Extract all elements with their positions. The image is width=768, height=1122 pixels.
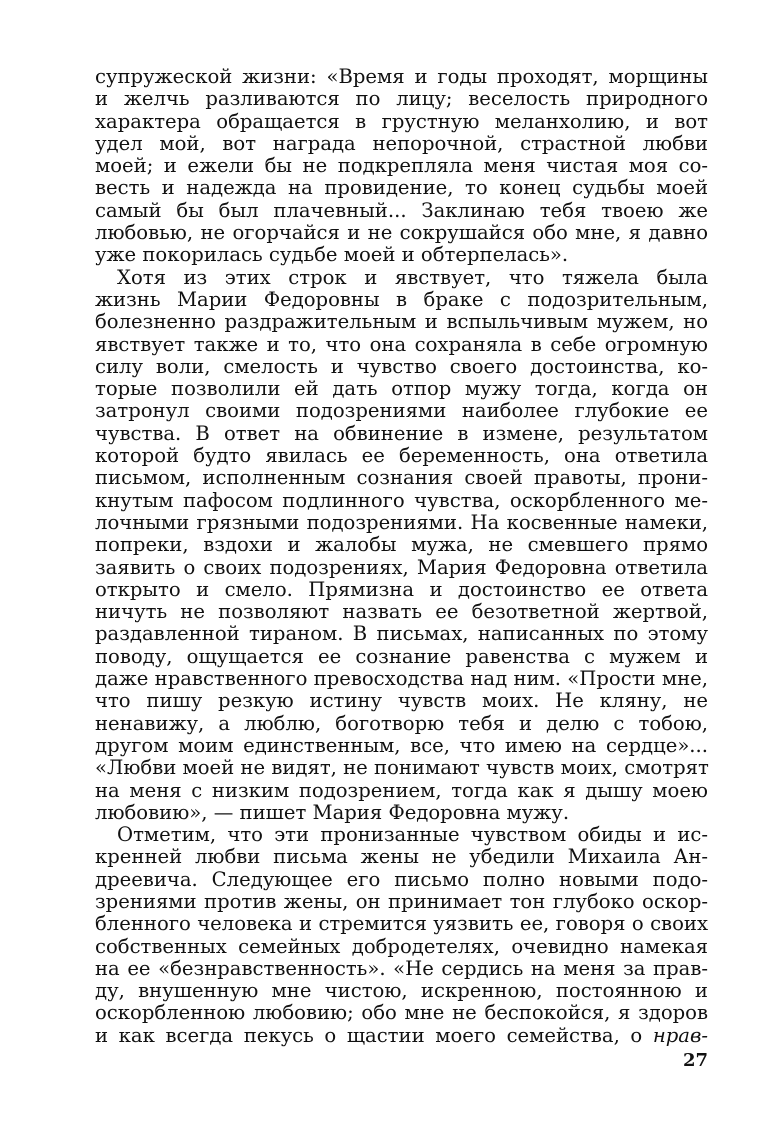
text-line: попреки, вздохи и жалобы мужа, не смевшего прямо [95,533,708,557]
text-line: лочными грязными подозрениями. На косвенные намеки, [95,510,708,534]
text-line: которой будто явилась ее беременность, она ответила [95,444,708,468]
text-line: бленного человека и стремится уязвить ее, говоря о своих [95,912,708,936]
text-line: поводу, ощущается ее сознание равенства с мужем и [95,644,708,668]
text-line: любовию», — пишет Мария Федоровна мужу. [95,800,570,824]
text-line: собственных семейных добродетелях, очевидно намекая [95,934,708,958]
text-line-final [95,1025,708,1047]
text-line: уже покорилась судьбе моей и обтерпелась». [95,243,569,267]
text-line: чувства. В ответ на обвинение в измене, результатом [95,421,708,445]
text-line: моей; и ежели бы не подкрепляла меня чистая моя со- [95,154,708,178]
text-line: на ее «безнравственность». «Не сердись на меня за прав- [95,956,708,980]
text-line: кнутым пафосом подлинного чувства, оскорбленного ме- [95,488,708,512]
text-line: торые позволили ей дать отпор мужу тогда, когда он [95,377,708,401]
text-line: удел мой, вот награда непорочной, страстной любви [95,131,708,155]
text-line: силу воли, смелость и чувство своего достоинства, ко- [95,354,708,378]
text-line: самый бы был плачевный... Заклинаю тебя твоею же [95,198,708,222]
text-line: заявить о своих подозрениях, Мария Федоровна ответила [95,555,708,579]
text-line: ненавижу, а люблю, боготворю тебя и делю с тобою, [95,711,708,735]
text-line: даже нравственного превосходства над ним. «Прости мне, [95,667,708,691]
text-line: письмом, исполненным сознания своей правоты, прони- [95,466,708,490]
text-line: жизнь Марии Федоровны в браке с подозрительным, [95,287,708,311]
text-line: на меня с низким подозрением, тогда как я дышу моею [95,778,708,802]
text-line: затронул своими подозрениями наиболее глубокие ее [95,399,708,423]
text-line: явствует также и то, что она сохраняла в себе огромную [95,332,708,356]
text-line: открыто и смело. Прямизна и достоинство ее ответа [95,577,708,601]
paragraph-1 [95,66,708,267]
page-number: 27 [682,1050,708,1071]
text-line: оскорбленною любовию; обо мне не беспокойся, я здоров [95,1001,708,1025]
text-line: болезненно раздражительным и вспыльчивым мужем, но [95,310,708,334]
text-line: весть и надежда на провидение, то конец судьбы моей [95,176,708,200]
text-line: другом моим единственным, все, что имею на сердце»... [95,733,708,757]
text-line: и желчь разливаются по лицу; веселость природного [95,87,708,111]
paragraph-3 [95,824,708,1047]
text-line: дреевича. Следующее его письмо полно новыми подо- [95,867,708,891]
text-line: Отметим, что эти пронизанные чувством обиды и ис- [117,823,708,847]
text-line: кренней любви письма жены не убедили Михаила Ан- [95,845,708,869]
text-line: любовью, не огорчайся и не сокрушайся обо мне, я давно [95,221,708,245]
text-line: раздавленной тираном. В письмах, написанных по этому [95,622,708,646]
text-line: что пишу резкую истину чувств моих. Не кляну, не [95,689,708,713]
text-line: «Любви моей не видят, не понимают чувств моих, смотрят [95,756,709,780]
text-line: ничуть не позволяют назвать ее безответной жертвой, [95,600,708,624]
book-page [95,66,708,1047]
italic-hyphenated-word: нрав- [652,1023,708,1047]
text-line: ду, внушенную мне чистою, искренною, постоянною и [95,979,708,1003]
text-line: характера обращается в грустную меланхолию, и вот [95,109,708,133]
text-line: зрениями против жены, он принимает тон глубоко оскор- [95,889,708,913]
paragraph-2 [95,267,708,824]
text-line: супружеской жизни: «Время и годы проходят, морщины [95,65,708,88]
text-line-final-roman: и как всегда пекусь о щастии моего семейства, о [95,1023,643,1047]
text-line: Хотя из этих строк и явствует, что тяжела была [117,265,708,289]
